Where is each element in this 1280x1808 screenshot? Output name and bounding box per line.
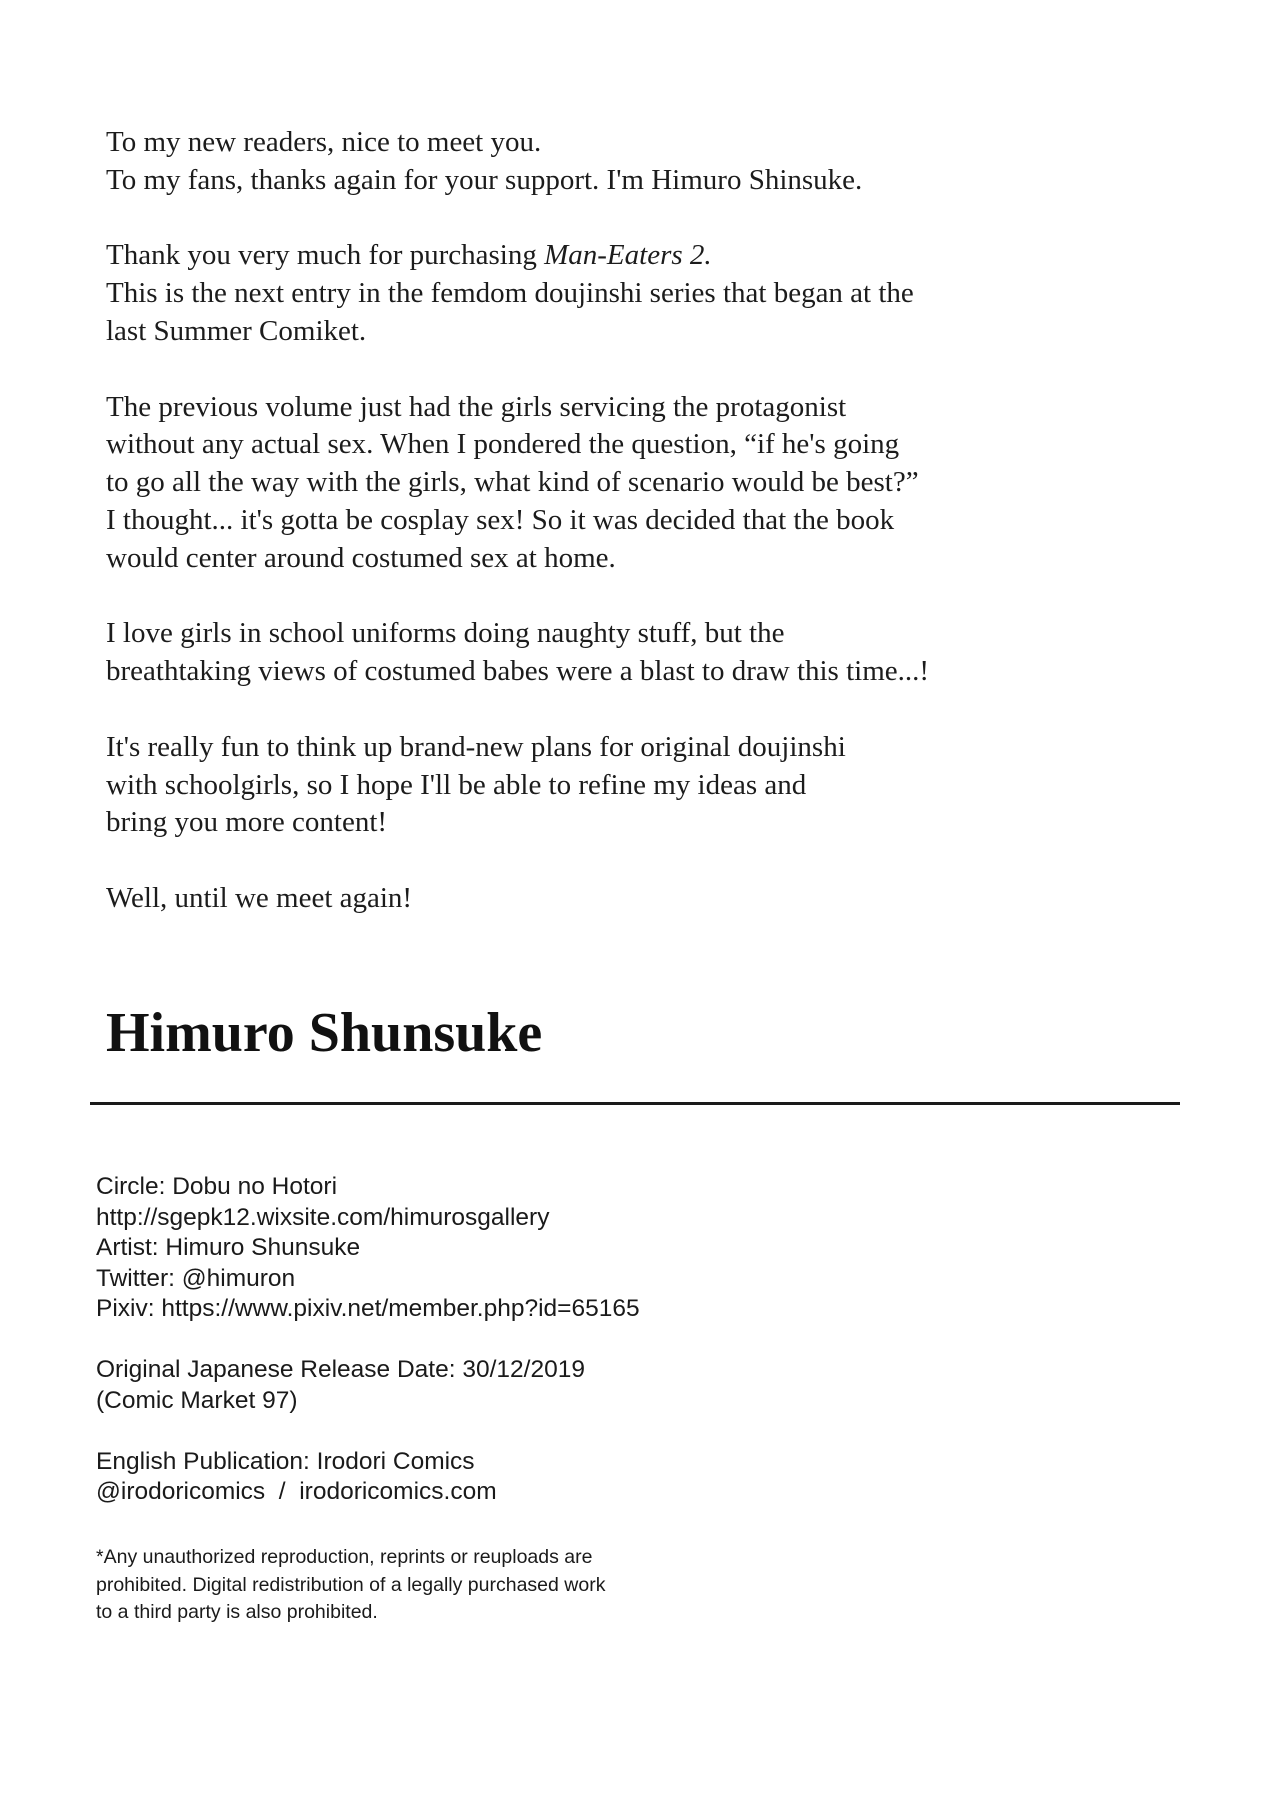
- afterword-line: bring you more content!: [106, 806, 388, 839]
- circle-website-link: http://sgepk12.wixsite.com/himurosgallery: [96, 1203, 550, 1231]
- release-event: (Comic Market 97): [96, 1386, 298, 1414]
- publication-info: [96, 1447, 640, 1508]
- twitter-handle: Twitter: @himuron: [96, 1264, 296, 1292]
- afterword-line: [106, 237, 1106, 275]
- afterword-paragraph-closing: [106, 880, 1106, 918]
- afterword-line: I thought... it's gotta be cosplay sex! So it was decided that the book: [106, 503, 895, 536]
- afterword-line: last Summer Comiket.: [106, 314, 367, 347]
- afterword-line: would center around costumed sex at home.: [106, 541, 616, 574]
- afterword-line: To my new readers, nice to meet you.: [106, 126, 542, 158]
- publisher-handles: @irodoricomics / irodoricomics.com: [96, 1478, 497, 1505]
- circle-name: Circle: Dobu no Hotori: [96, 1173, 338, 1200]
- circle-info: [96, 1172, 640, 1325]
- afterword-line: without any actual sex. When I pondered the question, “if he's going: [106, 428, 900, 461]
- afterword-line: To my fans, thanks again for your support. I'm Himuro Shinsuke.: [106, 163, 863, 196]
- release-date: Original Japanese Release Date: 30/12/2019: [96, 1356, 585, 1383]
- disclaimer-line: prohibited. Digital redistribution of a legally purchased work: [96, 1573, 606, 1596]
- afterword-line: to go all the way with the girls, what kind of scenario would be best?”: [106, 466, 919, 499]
- afterword-text: [106, 124, 1106, 956]
- afterword-paragraph-concept: [106, 389, 1106, 578]
- afterword-line: with schoolgirls, so I hope I'll be able to refine my ideas and: [106, 768, 807, 801]
- publisher-name: English Publication: Irodori Comics: [96, 1447, 475, 1475]
- pixiv-link: Pixiv: https://www.pixiv.net/member.php?id=65165: [96, 1295, 640, 1322]
- release-info: [96, 1355, 640, 1416]
- afterword-paragraph-uniforms: [106, 615, 1106, 691]
- afterword-line: Well, until we meet again!: [106, 881, 413, 914]
- disclaimer-line: to a third party is also prohibited.: [96, 1601, 378, 1623]
- divider: [90, 1102, 1180, 1105]
- author-signature: Himuro Shunsuke: [106, 1002, 543, 1064]
- afterword-line-text: Thank you very much for purchasing: [106, 239, 545, 272]
- afterword-paragraph-greeting: [106, 124, 1106, 200]
- copyright-disclaimer: [96, 1544, 605, 1627]
- afterword-line: The previous volume just had the girls servicing the protagonist: [106, 390, 847, 423]
- afterword-line: breathtaking views of costumed babes were a blast to draw this time...!: [106, 655, 930, 688]
- artist-name: Artist: Himuro Shunsuke: [96, 1234, 361, 1261]
- book-title: Man-Eaters 2.: [544, 239, 712, 272]
- afterword-line: I love girls in school uniforms doing naughty stuff, but the: [106, 617, 785, 650]
- credits-block: [96, 1172, 640, 1538]
- afterword-paragraph-thanks: [106, 237, 1106, 350]
- afterword-line: This is the next entry in the femdom doujinshi series that began at the: [106, 277, 914, 310]
- afterword-paragraph-plans: [106, 729, 1106, 842]
- afterword-line: It's really fun to think up brand-new plans for original doujinshi: [106, 730, 846, 763]
- disclaimer-line: *Any unauthorized reproduction, reprints or reuploads are: [96, 1546, 593, 1568]
